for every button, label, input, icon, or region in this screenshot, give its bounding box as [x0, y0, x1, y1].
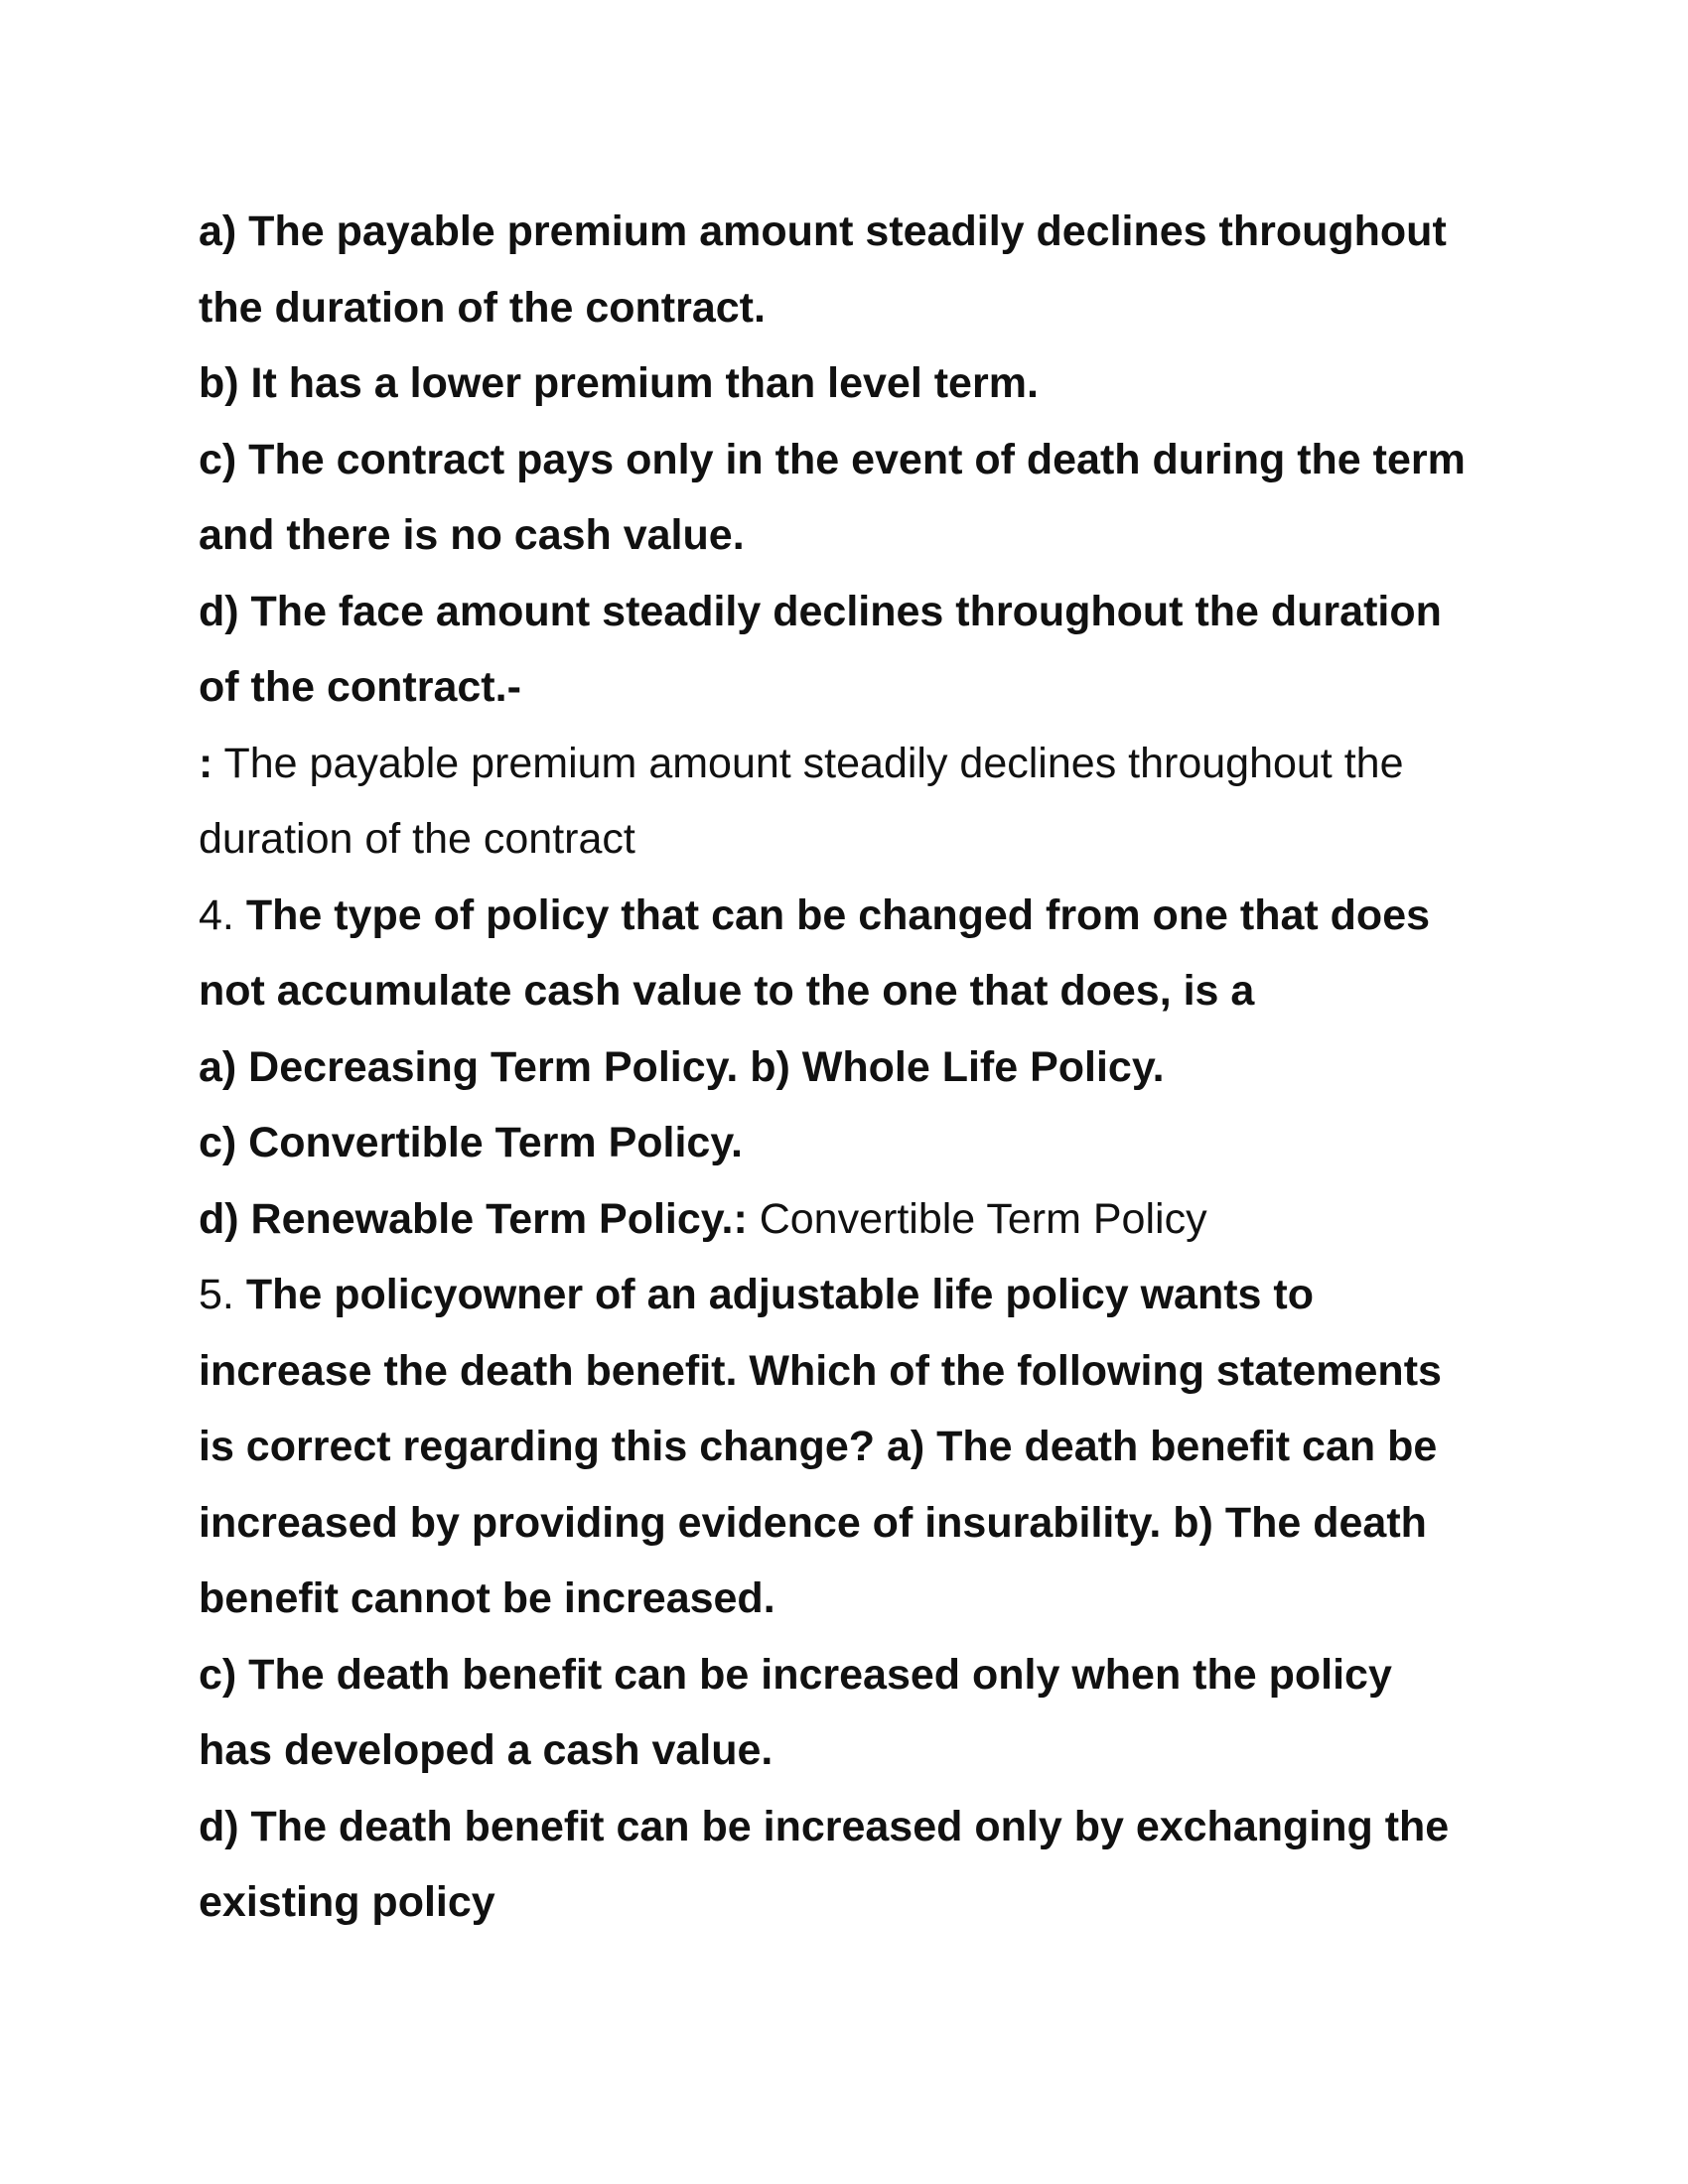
q3-option-d-line-2: of the contract.- [199, 663, 521, 711]
q5-question-line-2: increase the death benefit. Which of the following statements [199, 1346, 1442, 1395]
q3-option-a-line-1: a) The payable premium amount steadily declines throughout [199, 207, 1447, 255]
document-page [199, 194, 1509, 1941]
q3-answer-text: The payable premium amount steadily declines throughout the [212, 739, 1404, 787]
q3-option-c-line-1: c) The contract pays only in the event of death during the term [199, 435, 1466, 483]
q3-option-a-line-2: the duration of the contract. [199, 283, 766, 332]
q4-option-c: c) Convertible Term Policy. [199, 1119, 743, 1166]
q5-question-line-5: benefit cannot be increased. [199, 1574, 775, 1622]
q4-option-d-and-answer [199, 1181, 1509, 1258]
q3-option-b: b) It has a lower premium than level term. [199, 359, 1039, 407]
q4-number: 4. [199, 890, 234, 939]
q5-option-d-line-1: d) The death benefit can be increased only by exchanging the [199, 1802, 1450, 1850]
q5-option-c-line-2: has developed a cash value. [199, 1726, 774, 1774]
q3-answer-line-1 [199, 726, 1509, 802]
q3-answer-line-2: duration of the contract [199, 815, 635, 863]
q5-question-line-4: increased by providing evidence of insurability. b) The death [199, 1498, 1427, 1547]
q5-question-line-1 [199, 1257, 1509, 1333]
q3-option-c-line-2: and there is no cash value. [199, 511, 745, 559]
q5-question-line-3: is correct regarding this change? a) The death benefit can be [199, 1423, 1438, 1470]
q4-question-text: The type of policy that can be changed from one that does [233, 890, 1431, 939]
q5-number: 5. [199, 1271, 234, 1318]
q4-answer: Convertible Term Policy [747, 1194, 1207, 1243]
q5-option-d-line-2: existing policy [199, 1878, 495, 1926]
q4-options-a-b: a) Decreasing Term Policy. b) Whole Life Policy. [199, 1042, 1165, 1091]
q5-option-c-line-1: c) The death benefit can be increased only when the policy [199, 1650, 1392, 1699]
q4-option-d: d) Renewable Term Policy.: [199, 1194, 748, 1243]
q4-question-line-2: not accumulate cash value to the one that does, is a [199, 967, 1255, 1015]
q5-question-text: The policyowner of an adjustable life policy wants to [233, 1271, 1314, 1318]
q3-option-d-line-1: d) The face amount steadily declines throughout the duration [199, 587, 1442, 635]
q3-answer-prefix: : [199, 739, 213, 787]
q4-question-line-1 [199, 878, 1509, 954]
